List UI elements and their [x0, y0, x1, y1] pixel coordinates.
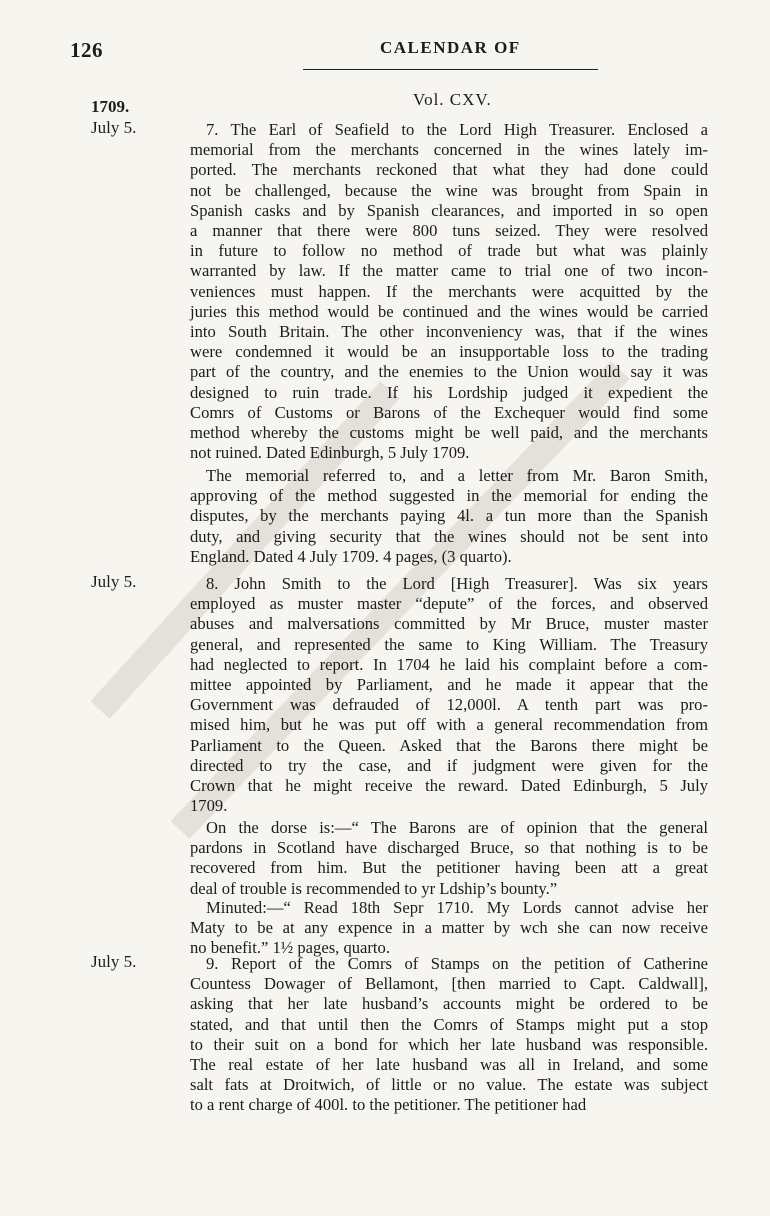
text-line: 8. John Smith to the Lord [High Treasurer]. Was six years — [206, 574, 708, 593]
entry-7-text — [190, 120, 708, 463]
margin-date-entry-9: July 5. — [91, 952, 137, 971]
text-line: directed to try the case, and if judgment were given for the — [190, 755, 708, 775]
text-line: 1709. — [190, 796, 228, 816]
text-line: no benefit.” 1½ pages, quarto. — [190, 938, 390, 958]
text-line: Minuted:—“ Read 18th Sepr 1710. My Lords cannot advise her — [206, 898, 708, 917]
entry-8-dorse — [190, 818, 708, 899]
entry-7-note — [190, 466, 708, 567]
entry-8-minute — [190, 898, 708, 959]
text-line: Government was defrauded of 12,000l. A tenth part was pro- — [190, 695, 708, 715]
text-line: pardons in Scotland have discharged Bruce, so that nothing is to be — [190, 838, 708, 858]
entry-9-text — [190, 954, 708, 1116]
text-line: approving of the method suggested in the memorial for ending the — [190, 486, 708, 506]
text-line: to a rent charge of 400l. to the petitioner. The petitioner had — [190, 1095, 587, 1115]
text-line: 9. Report of the Comrs of Stamps on the petition of Catherine — [206, 954, 708, 973]
running-title: CALENDAR OF — [380, 38, 521, 57]
margin-year: 1709. — [91, 97, 130, 116]
margin-date-entry-7: July 5. — [91, 118, 137, 137]
text-line: salt fats at Droitwich, of little or no value. The estate was subject — [190, 1075, 708, 1095]
text-line: asking that her late husband’s accounts might be ordered to be — [190, 994, 708, 1014]
text-line: 7. The Earl of Seafield to the Lord High Treasurer. Enclosed a — [206, 120, 708, 139]
text-line: into South Britain. The other inconveniency was, that if the wines — [190, 322, 708, 342]
text-line: Parliament to the Queen. Asked that the Barons there might be — [190, 735, 708, 755]
text-line: Countess Dowager of Bellamont, [then married to Capt. Caldwall], — [190, 974, 708, 994]
text-line: deal of trouble is recommended to yr Ldship’s bounty.” — [190, 878, 558, 898]
text-line: ported. The merchants reckoned that what they had done could — [190, 160, 708, 180]
text-line: Comrs of Customs or Barons of the Exchequer would find some — [190, 402, 708, 422]
page-number: 126 — [70, 38, 103, 62]
text-line: memorial from the merchants concerned in the wines lately im- — [190, 140, 708, 160]
text-line: The memorial referred to, and a letter from Mr. Baron Smith, — [206, 466, 708, 485]
text-line: a manner that there were 800 tuns seized. They were resolved — [190, 221, 708, 241]
volume-heading: Vol. CXV. — [413, 90, 492, 109]
header-rule — [303, 69, 598, 70]
text-line: not ruined. Dated Edinburgh, 5 July 1709. — [190, 443, 470, 463]
text-line: in future to follow no method of trade but what was plainly — [190, 241, 708, 261]
text-line: warranted by law. If the matter came to trial one of two incon- — [190, 261, 708, 281]
text-line: to their suit on a bond for which her late husband was responsible. — [190, 1034, 708, 1054]
text-line: The real estate of her late husband was all in Ireland, and some — [190, 1055, 708, 1075]
text-line: disputes, by the merchants paying 4l. a tun more than the Spanish — [190, 506, 708, 526]
text-line: mised him, but he was put off with a general recommendation from — [190, 715, 708, 735]
text-line: duty, and giving security that the wines should not be sent into — [190, 526, 708, 546]
text-line: were condemned it would be an insupportable loss to the trading — [190, 342, 708, 362]
text-line: veniences must happen. If the merchants were acquitted by the — [190, 281, 708, 301]
text-line: juries this method would be continued and the wines would be carried — [190, 301, 708, 321]
text-line: general, and represented the same to King William. The Treasury — [190, 634, 708, 654]
text-line: designed to ruin trade. If his Lordship judged it expedient the — [190, 382, 708, 402]
text-line: Crown that he might receive the reward. Dated Edinburgh, 5 July — [190, 776, 708, 796]
text-line: Maty to be at any expence in a matter by wch she can now receive — [190, 918, 708, 938]
text-line: stated, and that until then the Comrs of Stamps might put a stop — [190, 1014, 708, 1034]
text-line: not be challenged, because the wine was brought from Spain in — [190, 180, 708, 200]
text-line: mittee appointed by Parliament, and he made it appear that the — [190, 675, 708, 695]
text-line: abuses and malversations committed by Mr Bruce, muster master — [190, 614, 708, 634]
text-line: On the dorse is:—“ The Barons are of opinion that the general — [206, 818, 708, 837]
text-line: recovered from him. But the petitioner having been att a great — [190, 858, 708, 878]
text-line: Spanish casks and by Spanish clearances, and imported in so open — [190, 200, 708, 220]
text-line: method whereby the customs might be well paid, and the merchants — [190, 423, 708, 443]
text-line: employed as muster master “depute” of the forces, and observed — [190, 594, 708, 614]
entry-8-text — [190, 574, 708, 816]
text-line: had neglected to report. In 1704 he laid his complaint before a com- — [190, 654, 708, 674]
text-line: part of the country, and the enemies to the Union would say it was — [190, 362, 708, 382]
margin-date-entry-8: July 5. — [91, 572, 137, 591]
text-line: England. Dated 4 July 1709. 4 pages, (3 quarto). — [190, 546, 512, 566]
